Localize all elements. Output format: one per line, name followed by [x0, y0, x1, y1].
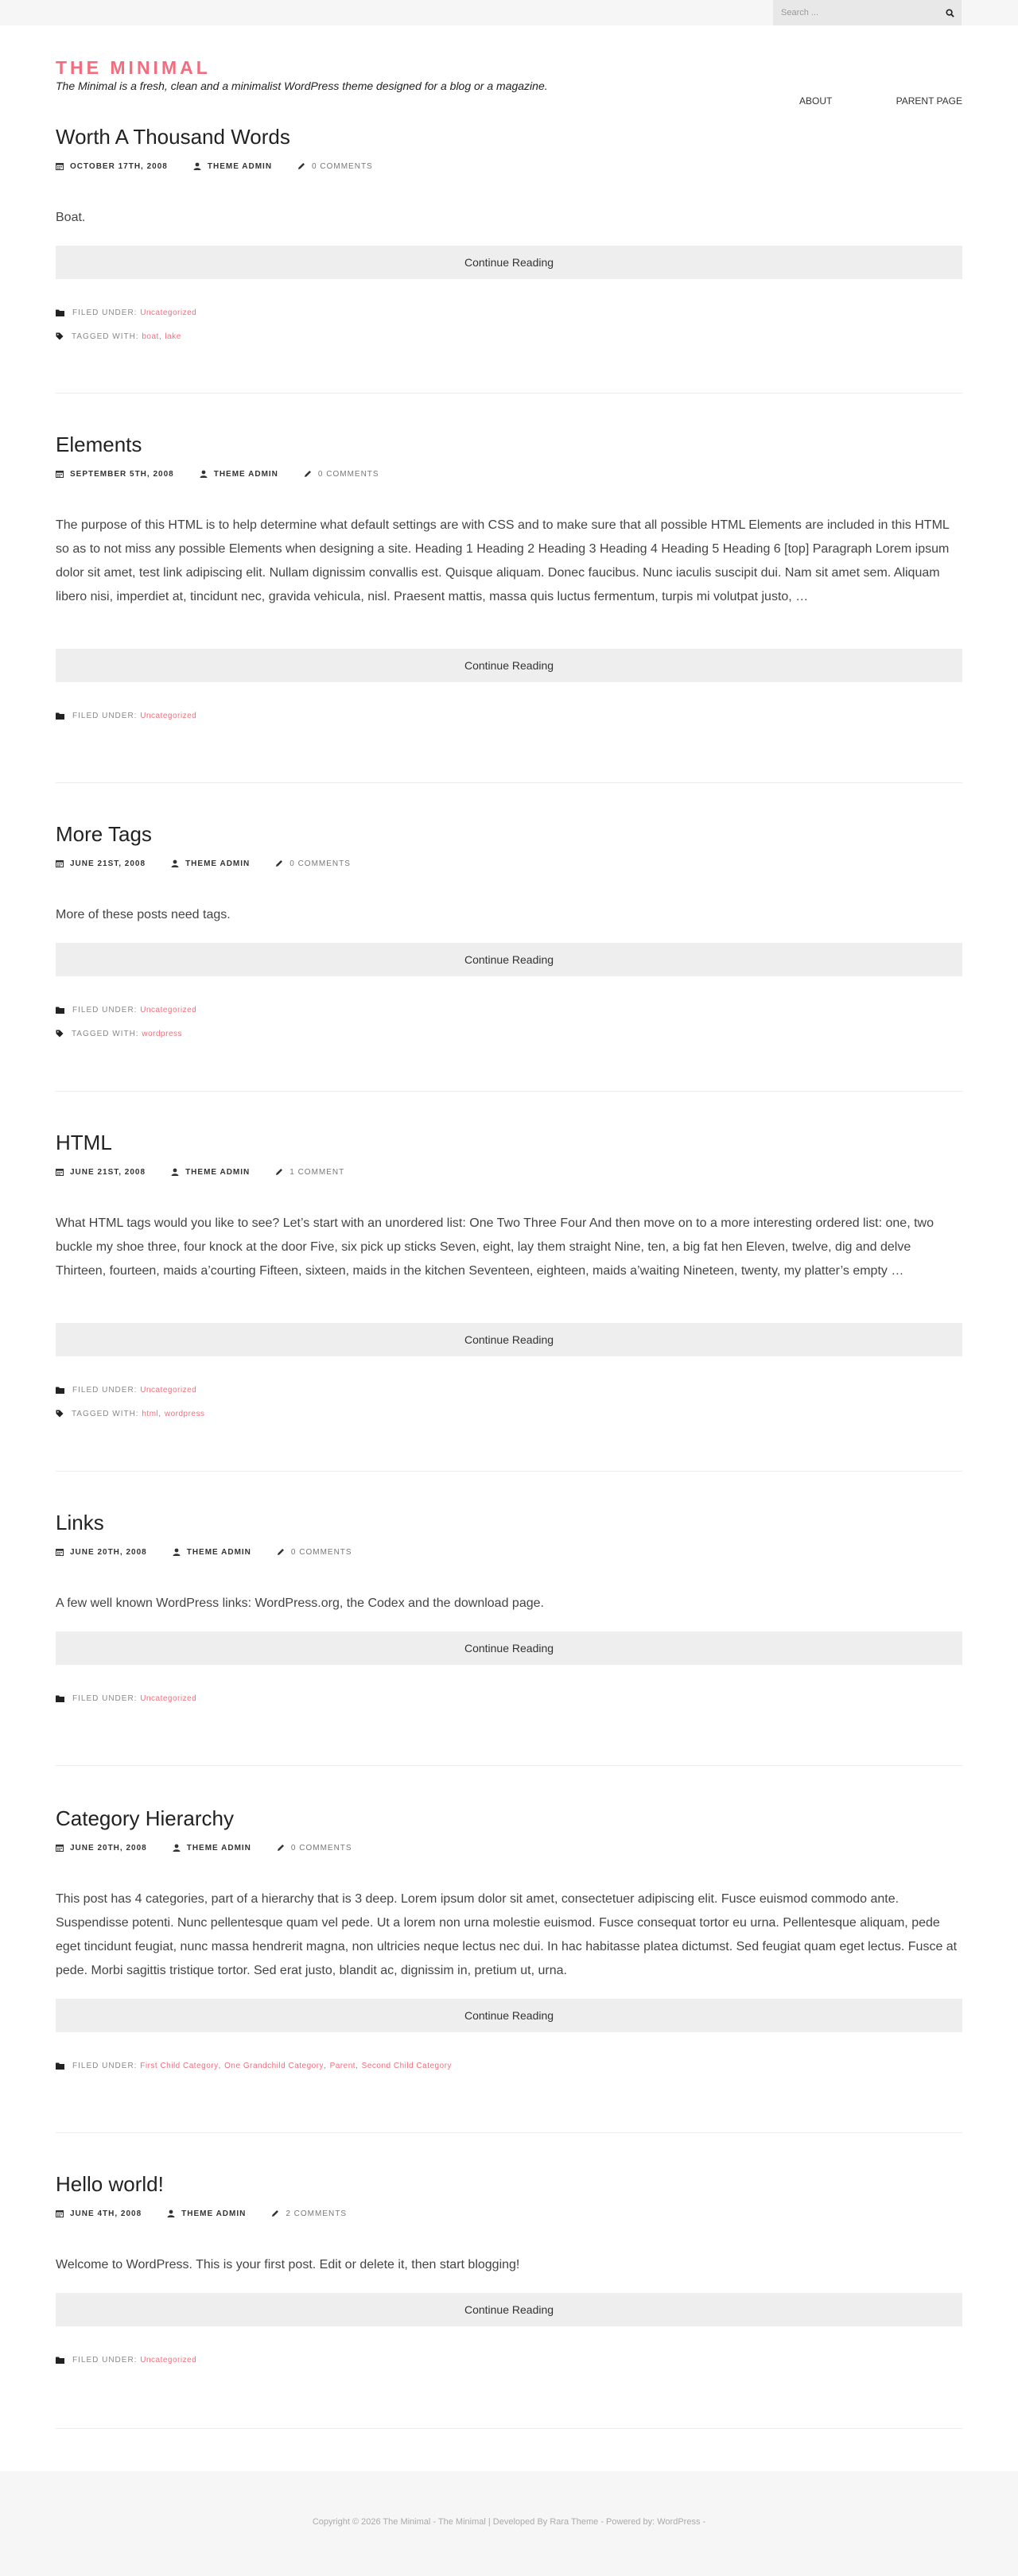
- post-categories: [56, 1692, 962, 1705]
- post-categories: [56, 1383, 962, 1396]
- post-article: [56, 2171, 962, 2366]
- post-excerpt: More of these posts need tags.: [56, 908, 231, 921]
- tag-link[interactable]: boat: [142, 332, 159, 341]
- post-comments[interactable]: [277, 1548, 352, 1557]
- continue-reading-button[interactable]: Continue Reading: [56, 649, 962, 682]
- post-excerpt: What HTML tags would you like to see? Let’s start with an unordered list: One Two Three Four And then move on to a more interesting ordered list: one, two buckle my shoe three, four knock at the door Five, six pick up sticks Seven, eight, lay them straight Nine, ten, a big fat hen Eleven, twelve, dig and delve Thirteen, fourteen, maids a’courting Fifteen, sixteen, maids in the kitchen Seventeen, eighteen, maids a’waiting Nineteen, twenty, my platter’s empty …: [56, 1216, 934, 1278]
- post-meta: [56, 1841, 962, 1854]
- post-excerpt: A few well known WordPress links: WordPress.org, the Codex and the download page.: [56, 1596, 544, 1610]
- post-date-label: JUNE 21ST, 2008: [70, 859, 146, 868]
- folder-icon: [56, 1387, 64, 1394]
- post-article: [56, 821, 962, 1040]
- post-divider: [56, 1471, 962, 1472]
- post-author-label: THEME ADMIN: [185, 1167, 251, 1177]
- calendar-icon: [56, 1844, 64, 1852]
- folder-icon: [56, 1007, 64, 1014]
- post-date-label: JUNE 21ST, 2008: [70, 1167, 146, 1177]
- post-date[interactable]: [56, 1168, 146, 1177]
- pencil-icon: [271, 2209, 279, 2217]
- search-icon: [946, 9, 954, 17]
- post-title[interactable]: HTML: [56, 1131, 112, 1154]
- post-categories: [56, 2353, 962, 2366]
- post-title[interactable]: Hello world!: [56, 2172, 164, 2196]
- user-icon: [200, 470, 208, 478]
- post-author[interactable]: [171, 859, 250, 868]
- post-date-label: JUNE 4TH, 2008: [70, 2209, 142, 2218]
- post-date-label: JUNE 20TH, 2008: [70, 1843, 147, 1852]
- user-icon: [173, 1548, 181, 1556]
- search-button[interactable]: [938, 0, 962, 25]
- post-comments-label: 0 COMMENTS: [289, 859, 351, 868]
- post-excerpt: The purpose of this HTML is to help determine what default settings are with CSS and to make sure that all possible HTML Elements are included in this HTML so as to not miss any possible Elements when designing a site. Heading 1 Heading 2 Heading 3 Heading 4 Heading 5 Heading 6 [top] Paragraph Lorem ipsum dolor sit amet, test link adipiscing elit. Nullam dignissim convallis est. Quisque aliquam. Donec faucibus. Nunc iaculis suscipit dui. Nam sit amet sem. Aliquam libero nisi, imperdiet at, tincidunt nec, gravida vehicula, nisl. Praesent mattis, massa quis luctus fermentum, turpis mi volutpat justo, …: [56, 518, 950, 603]
- site-header: [0, 25, 1018, 119]
- search-input[interactable]: [773, 7, 934, 18]
- post-divider: [56, 782, 962, 783]
- folder-icon: [56, 2357, 64, 2364]
- post-categories: [56, 1003, 962, 1016]
- post-author[interactable]: [173, 1844, 251, 1852]
- post-meta: [56, 857, 962, 870]
- site-title[interactable]: THE MINIMAL: [56, 57, 211, 78]
- post-author[interactable]: [200, 470, 278, 479]
- category-link[interactable]: Uncategorized: [140, 1693, 197, 1703]
- post-author[interactable]: [193, 162, 272, 171]
- category-link[interactable]: Uncategorized: [140, 2355, 197, 2365]
- main-nav: [799, 95, 962, 111]
- post-author-label: THEME ADMIN: [186, 1547, 251, 1557]
- category-link[interactable]: One Grandchild Category: [224, 2061, 324, 2070]
- tag-link[interactable]: wordpress: [142, 1029, 183, 1038]
- category-link[interactable]: Uncategorized: [140, 1005, 197, 1014]
- post-comments-label: 0 COMMENTS: [317, 469, 379, 479]
- post-divider: [56, 1765, 962, 1766]
- calendar-icon: [56, 1548, 64, 1556]
- pencil-icon: [277, 1844, 285, 1852]
- filed-under-label: FILED UNDER:: [72, 2061, 138, 2070]
- post-title[interactable]: Elements: [56, 433, 142, 456]
- post-author-label: THEME ADMIN: [185, 859, 251, 868]
- folder-icon: [56, 1695, 64, 1702]
- post-meta: [56, 1546, 962, 1558]
- post-comments-label: 1 COMMENT: [289, 1167, 345, 1177]
- post-author[interactable]: [171, 1168, 250, 1177]
- post-comments-label: 0 COMMENTS: [290, 1547, 352, 1557]
- post-article: [56, 123, 962, 343]
- category-link[interactable]: Uncategorized: [140, 1385, 197, 1395]
- tag-link[interactable]: html: [142, 1409, 159, 1418]
- tagged-with-label: TAGGED WITH:: [72, 1029, 139, 1038]
- post-date[interactable]: [56, 470, 174, 479]
- pencil-icon: [275, 1168, 283, 1176]
- post-comments[interactable]: [275, 859, 351, 868]
- post-categories: [56, 709, 962, 722]
- post-categories: [56, 306, 962, 319]
- tag-link[interactable]: wordpress: [164, 1409, 205, 1418]
- post-tags: [56, 1027, 962, 1040]
- post-author[interactable]: [167, 2209, 246, 2218]
- calendar-icon: [56, 2209, 64, 2217]
- category-link[interactable]: Uncategorized: [140, 711, 197, 720]
- continue-reading-button[interactable]: Continue Reading: [56, 1999, 962, 2032]
- category-link[interactable]: Parent: [329, 2061, 356, 2070]
- post-title[interactable]: Links: [56, 1511, 104, 1534]
- calendar-icon: [56, 470, 64, 478]
- post-date-label: OCTOBER 17TH, 2008: [70, 161, 168, 171]
- post-article: [56, 1129, 962, 1420]
- folder-icon: [56, 712, 64, 720]
- post-title[interactable]: More Tags: [56, 822, 152, 846]
- user-icon: [171, 1168, 179, 1176]
- post-meta: [56, 1166, 962, 1178]
- post-date[interactable]: [56, 162, 168, 171]
- post-divider: [56, 2428, 962, 2429]
- continue-reading-button[interactable]: Continue Reading: [56, 1323, 962, 1356]
- post-article: [56, 1509, 962, 1705]
- post-author-label: THEME ADMIN: [207, 161, 273, 171]
- tag-icon: [56, 332, 64, 340]
- post-author[interactable]: [173, 1548, 251, 1557]
- post-comments[interactable]: [277, 1844, 352, 1852]
- post-comments[interactable]: [297, 162, 373, 171]
- post-divider: [56, 2132, 962, 2133]
- calendar-icon: [56, 859, 64, 867]
- pencil-icon: [297, 162, 305, 170]
- copyright-text: Copyright © 2026 The Minimal - The Minimal | Developed By Rara Theme - Powered by: WordPress -: [312, 2517, 706, 2527]
- post-divider: [56, 393, 962, 394]
- site-description: The Minimal is a fresh, clean and a minimalist WordPress theme designed for a blog or a magazine.: [56, 80, 548, 92]
- category-link[interactable]: First Child Category: [140, 2061, 219, 2070]
- post-comments[interactable]: [304, 470, 379, 479]
- filed-under-label: FILED UNDER:: [72, 1385, 138, 1395]
- pencil-icon: [277, 1548, 285, 1556]
- post-comments[interactable]: [271, 2209, 347, 2218]
- nav-item-parent-page[interactable]: PARENT PAGE: [896, 95, 962, 107]
- continue-reading-button[interactable]: Continue Reading: [56, 246, 962, 279]
- post-comments-label: 0 COMMENTS: [290, 1843, 352, 1852]
- post-author-label: THEME ADMIN: [181, 2209, 247, 2218]
- site-footer: [0, 2471, 1018, 2576]
- tag-icon: [56, 1410, 64, 1418]
- tagged-with-label: TAGGED WITH:: [72, 332, 139, 341]
- post-comments-label: 2 COMMENTS: [286, 2209, 348, 2218]
- post-date[interactable]: [56, 2209, 142, 2218]
- post-comments[interactable]: [275, 1168, 344, 1177]
- post-date-label: JUNE 20TH, 2008: [70, 1547, 147, 1557]
- tagged-with-label: TAGGED WITH:: [72, 1409, 139, 1418]
- post-comments-label: 0 COMMENTS: [312, 161, 373, 171]
- pencil-icon: [275, 859, 283, 867]
- post-date[interactable]: [56, 1844, 147, 1852]
- search-form: [773, 0, 962, 25]
- post-excerpt: This post has 4 categories, part of a hierarchy that is 3 deep. Lorem ipsum dolor sit amet, consectetuer adipiscing elit. Fusce euismod commodo ante. Suspendisse potenti. Nunc pellentesque quam vel pede. Ut a lorem non urna molestie euismod. Fusce consequat tortor eu urna. Pellentesque aliquam, pede eget tincidunt feugiat, nunc massa hendrerit magna, non ultricies neque lectus nec dui. In hac habitasse platea dictumst. Sed feugiat quam eget lectus. Fusce at pede. Morbi sagittis tristique tortor. Sed erat justo, blandit ac, dignissim in, pretium ut, urna.: [56, 1892, 958, 1977]
- filed-under-label: FILED UNDER:: [72, 308, 138, 317]
- continue-reading-button[interactable]: Continue Reading: [56, 1631, 962, 1665]
- nav-item-about[interactable]: ABOUT: [799, 95, 833, 107]
- post-title[interactable]: Worth A Thousand Words: [56, 125, 290, 149]
- filed-under-label: FILED UNDER:: [72, 2355, 138, 2365]
- post-tags: TAGGED WITH: html , wordpress: [56, 1407, 962, 1420]
- calendar-icon: [56, 1168, 64, 1176]
- post-meta: [56, 160, 962, 173]
- tag-icon: [56, 1030, 64, 1038]
- post-author-label: THEME ADMIN: [186, 1843, 251, 1852]
- post-meta: [56, 467, 962, 480]
- filed-under-label: FILED UNDER:: [72, 711, 138, 720]
- post-date-label: SEPTEMBER 5TH, 2008: [70, 469, 174, 479]
- post-excerpt: Welcome to WordPress. This is your first post. Edit or delete it, then start blogging!: [56, 2258, 520, 2271]
- filed-under-label: FILED UNDER:: [72, 1693, 138, 1703]
- continue-reading-button[interactable]: Continue Reading: [56, 943, 962, 976]
- post-date[interactable]: [56, 859, 146, 868]
- pencil-icon: [304, 470, 312, 478]
- user-icon: [193, 162, 201, 170]
- post-excerpt: Boat.: [56, 211, 86, 224]
- folder-icon: [56, 309, 64, 316]
- post-categories: FILED UNDER: First Child Category , One Grandchild Category , Parent , Second Child Category: [56, 2059, 962, 2072]
- tag-link[interactable]: lake: [165, 332, 181, 341]
- category-link[interactable]: Second Child Category: [361, 2061, 452, 2070]
- category-link[interactable]: Uncategorized: [140, 308, 197, 317]
- post-article: [56, 1805, 962, 2072]
- top-bar: [0, 0, 1018, 25]
- user-icon: [171, 859, 179, 867]
- post-divider: [56, 1091, 962, 1092]
- post-title[interactable]: Category Hierarchy: [56, 1806, 234, 1830]
- continue-reading-button[interactable]: Continue Reading: [56, 2293, 962, 2326]
- post-date[interactable]: [56, 1548, 147, 1557]
- filed-under-label: FILED UNDER:: [72, 1005, 138, 1014]
- user-icon: [173, 1844, 181, 1852]
- post-author-label: THEME ADMIN: [213, 469, 278, 479]
- calendar-icon: [56, 162, 64, 170]
- post-article: [56, 431, 962, 722]
- post-meta: [56, 2207, 962, 2220]
- folder-icon: [56, 2062, 64, 2070]
- post-tags: TAGGED WITH: boat , lake: [56, 330, 962, 343]
- user-icon: [167, 2209, 175, 2217]
